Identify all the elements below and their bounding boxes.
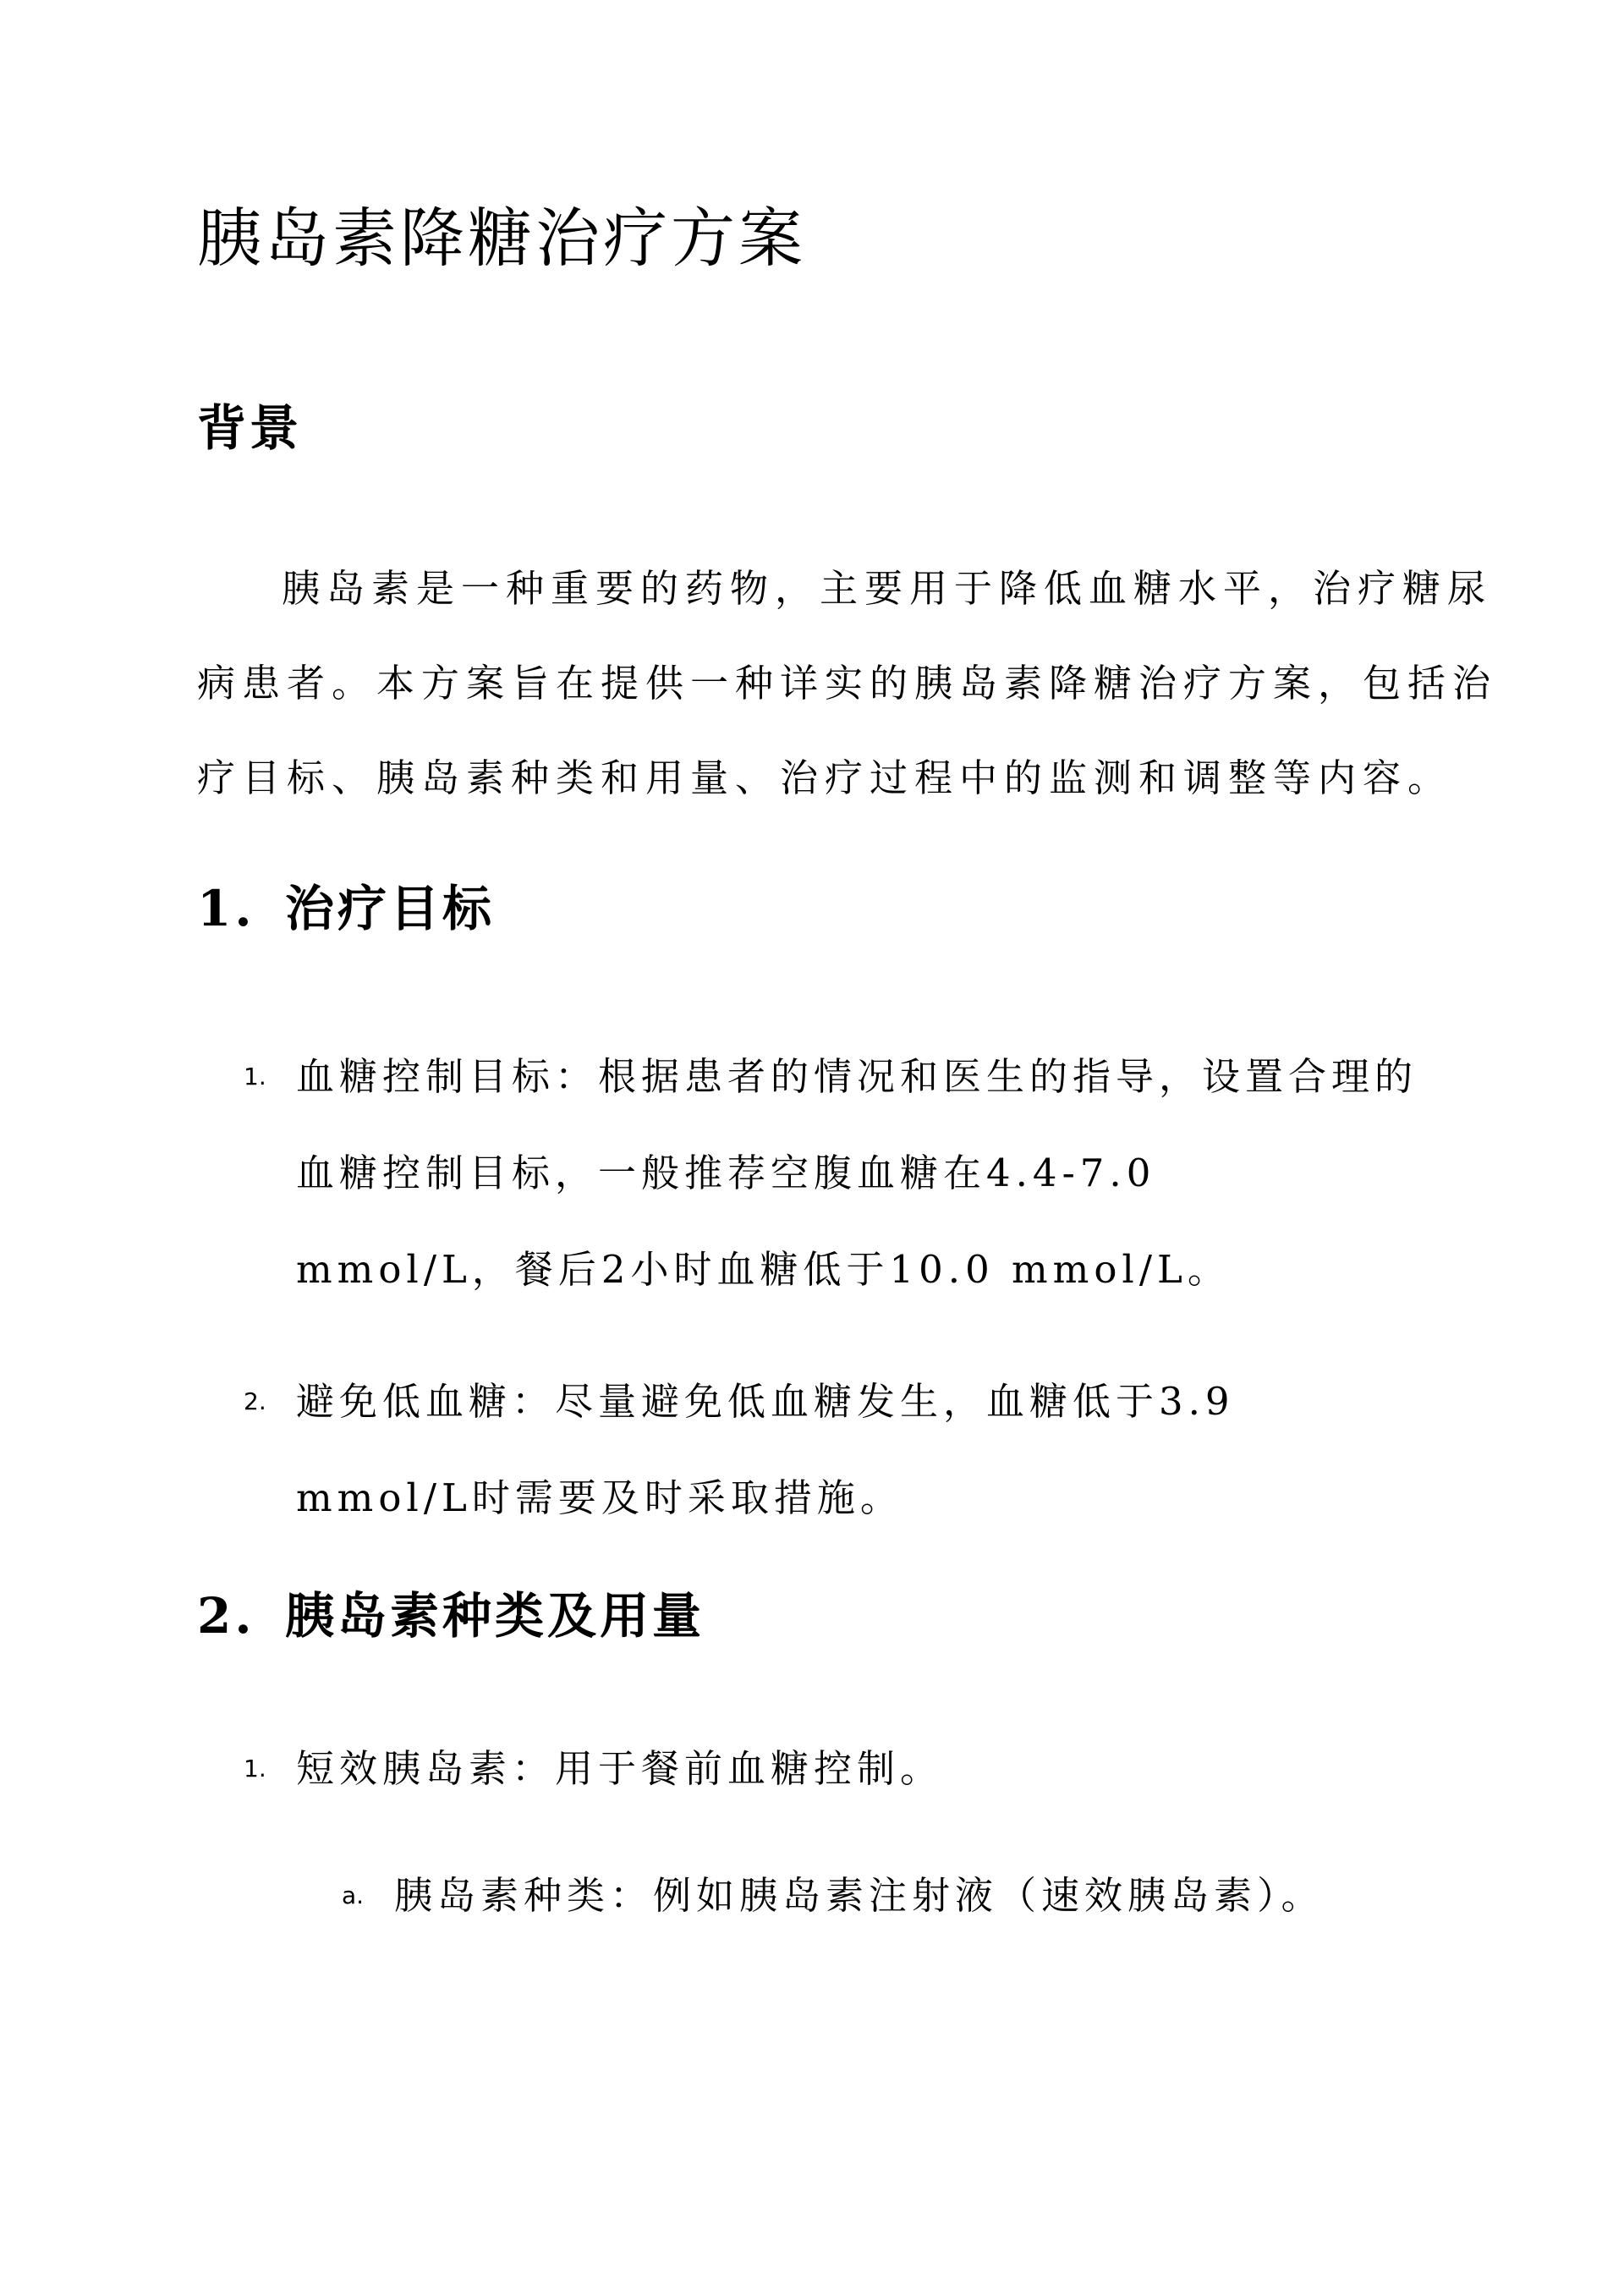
- list-marker: 1.: [244, 1063, 266, 1090]
- list-item-line: 血糖控制目标：根据患者的情况和医生的指导，设置合理的: [296, 1054, 1418, 1099]
- section-number: 2.: [197, 1587, 255, 1645]
- list-marker: a.: [342, 1881, 365, 1909]
- section-number: 1.: [197, 880, 255, 937]
- sub-list-item: [342, 1848, 1325, 1944]
- list-item-line: 短效胰岛素：用于餐前血糖控制。: [296, 1746, 944, 1791]
- list-item: [244, 1029, 1418, 1318]
- background-heading: 背景: [197, 399, 303, 457]
- section-title: 胰岛素种类及用量: [285, 1587, 705, 1645]
- document-title: 胰岛素降糖治疗方案: [197, 200, 806, 276]
- list-item-line: 避免低血糖：尽量避免低血糖发生，血糖低于3.9: [296, 1379, 1235, 1424]
- list-item-line: 血糖控制目标，一般推荐空腹血糖在4.4-7.0: [296, 1151, 1156, 1195]
- list-item-line: mmol/L时需要及时采取措施。: [296, 1475, 903, 1520]
- list-item-line: mmol/L，餐后2小时血糖低于10.0 mmol/L。: [296, 1247, 1231, 1292]
- background-paragraph: [197, 541, 1498, 826]
- list-marker: 1.: [244, 1755, 266, 1782]
- list-item-line: 胰岛素种类：例如胰岛素注射液（速效胰岛素）。: [394, 1873, 1325, 1918]
- paragraph-line: 病患者。本方案旨在提供一种详实的胰岛素降糖治疗方案，包括治: [197, 661, 1498, 706]
- section-title: 治疗目标: [285, 880, 496, 937]
- paragraph-line: 疗目标、胰岛素种类和用量、治疗过程中的监测和调整等内容。: [197, 755, 1453, 800]
- section-heading-treatment-goals: [197, 878, 495, 939]
- section-heading-insulin-types: [197, 1585, 705, 1646]
- list-item: [244, 1354, 1235, 1546]
- list-item: [244, 1721, 944, 1817]
- list-marker: 2.: [244, 1387, 266, 1415]
- paragraph-line: 胰岛素是一种重要的药物，主要用于降低血糖水平，治疗糖尿: [282, 566, 1493, 611]
